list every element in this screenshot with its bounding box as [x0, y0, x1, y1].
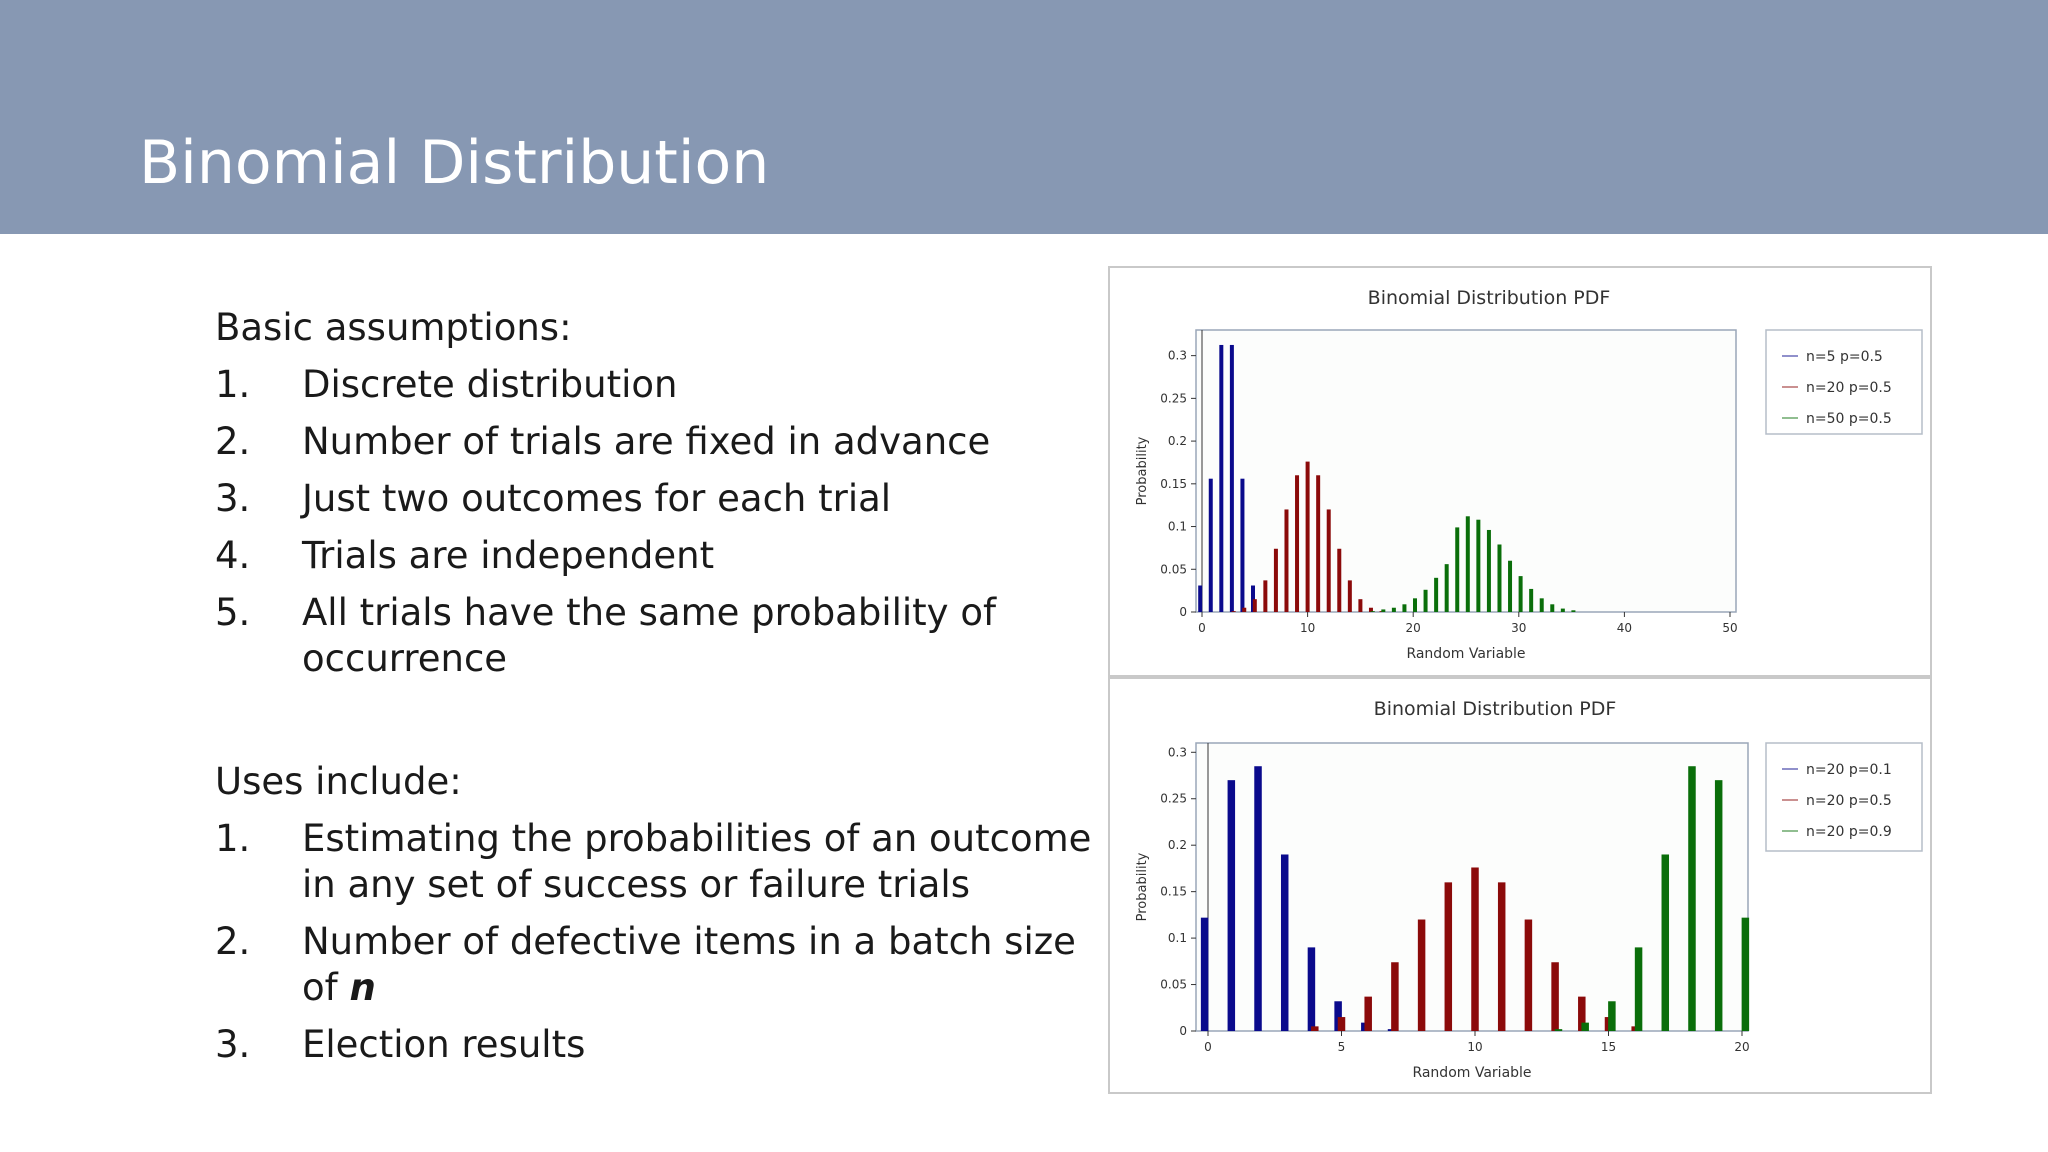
- bar: [1242, 608, 1246, 612]
- bar: [1555, 1029, 1563, 1031]
- list-item: [215, 816, 1095, 908]
- bar: [1571, 610, 1575, 612]
- list-text: Just two outcomes for each trial: [302, 477, 892, 520]
- x-tick-label: 50: [1722, 621, 1738, 635]
- list-item: [215, 362, 1095, 408]
- uses-list: [215, 816, 1095, 1068]
- list-number: 2.: [215, 420, 251, 463]
- legend-label: n=50 p=0.5: [1806, 411, 1892, 427]
- assumptions-heading: Basic assumptions:: [215, 306, 572, 349]
- list-item: [215, 1022, 1095, 1068]
- chart-title: Binomial Distribution PDF: [1373, 698, 1617, 720]
- bar: [1308, 947, 1316, 1031]
- y-axis-label: Probability: [1135, 852, 1150, 922]
- legend-label: n=20 p=0.5: [1806, 793, 1892, 809]
- chart-title: Binomial Distribution PDF: [1367, 287, 1611, 309]
- y-tick-label: 0.15: [1160, 884, 1187, 899]
- bar: [1540, 598, 1544, 612]
- list-item: [215, 919, 1095, 1011]
- bar: [1198, 586, 1202, 612]
- bar: [1550, 604, 1554, 612]
- list-number: 1.: [215, 817, 251, 860]
- list-item: [215, 476, 1095, 522]
- bar: [1232, 611, 1236, 612]
- assumptions-list: [215, 362, 1095, 682]
- y-tick-label: 0.05: [1160, 562, 1187, 577]
- bar: [1274, 549, 1278, 612]
- list-text: Election results: [302, 1023, 586, 1066]
- y-tick-label: 0.3: [1167, 348, 1187, 363]
- list-item: [215, 419, 1095, 465]
- bar: [1497, 544, 1501, 612]
- bar: [1381, 609, 1385, 612]
- bar: [1281, 854, 1289, 1031]
- x-tick-label: 0: [1198, 621, 1206, 635]
- legend-label: n=5 p=0.5: [1806, 349, 1883, 365]
- bar: [1742, 918, 1750, 1031]
- y-tick-label: 0.3: [1167, 745, 1187, 760]
- list-text: Trials are independent: [302, 534, 715, 577]
- list-number: 5.: [215, 591, 251, 634]
- bar: [1471, 867, 1479, 1031]
- list-text: Number of defective items in a batch size of: [302, 920, 1076, 1009]
- bar: [1418, 920, 1426, 1031]
- bar: [1306, 462, 1310, 612]
- bar: [1688, 766, 1696, 1031]
- body-text: [215, 305, 1095, 1079]
- legend-label: n=20 p=0.5: [1806, 380, 1892, 396]
- bar: [1498, 882, 1506, 1031]
- bar: [1254, 766, 1262, 1031]
- list-text: All trials have the same probability of occurrence: [302, 591, 997, 680]
- list-number: 3.: [215, 1023, 251, 1066]
- y-tick-label: 0: [1179, 1024, 1187, 1038]
- y-axis-label: Probability: [1135, 436, 1150, 506]
- bar: [1391, 962, 1399, 1031]
- bar: [1635, 947, 1643, 1031]
- list-number: 4.: [215, 534, 251, 577]
- y-tick-label: 0.15: [1160, 476, 1187, 491]
- y-tick-label: 0.2: [1167, 838, 1187, 853]
- y-tick-label: 0.2: [1167, 434, 1187, 449]
- x-tick-label: 20: [1405, 621, 1421, 635]
- list-text: Estimating the probabilities of an outcome in any set of success or failure trials: [302, 817, 1092, 906]
- bar: [1338, 1017, 1346, 1031]
- bar: [1608, 1001, 1616, 1031]
- bar: [1337, 549, 1341, 612]
- bar: [1561, 609, 1565, 612]
- legend-label: n=20 p=0.1: [1806, 762, 1892, 778]
- y-tick-label: 0.25: [1160, 791, 1187, 806]
- bar: [1402, 604, 1406, 612]
- bar: [1358, 599, 1362, 612]
- bar: [1581, 1023, 1589, 1031]
- list-number: 3.: [215, 477, 251, 520]
- bar: [1392, 608, 1396, 612]
- x-tick-label: 0: [1204, 1040, 1212, 1054]
- list-item: [215, 590, 1095, 682]
- x-tick-label: 30: [1511, 621, 1527, 635]
- x-tick-label: 5: [1337, 1040, 1346, 1054]
- list-number: 1.: [215, 363, 251, 406]
- list-text-wrap: [302, 919, 1095, 1011]
- bar: [1371, 611, 1375, 612]
- uses-heading: Uses include:: [215, 760, 462, 803]
- bar: [1201, 918, 1209, 1031]
- bar: [1508, 561, 1512, 612]
- bar: [1263, 580, 1267, 612]
- y-tick-label: 0: [1179, 605, 1187, 619]
- bar: [1455, 527, 1459, 612]
- title-bar: [0, 0, 2048, 234]
- bar: [1551, 962, 1559, 1031]
- bar: [1316, 475, 1320, 612]
- slide-title: Binomial Distribution: [139, 128, 770, 198]
- emphasis-n: n: [349, 966, 376, 1009]
- y-tick-label: 0.25: [1160, 391, 1187, 406]
- chart-panel-bottom: [1108, 677, 1932, 1094]
- bar: [1253, 599, 1257, 612]
- x-tick-label: 20: [1734, 1040, 1750, 1054]
- bar: [1466, 516, 1470, 612]
- bar: [1519, 576, 1523, 612]
- bar: [1662, 854, 1670, 1031]
- bar: [1434, 578, 1438, 612]
- chart-panel-top: [1108, 266, 1932, 677]
- bar: [1424, 590, 1428, 612]
- binomial-chart-bottom: [1110, 679, 1930, 1092]
- bar: [1209, 479, 1213, 612]
- bar: [1445, 564, 1449, 612]
- bar: [1311, 1026, 1319, 1031]
- list-text: Discrete distribution: [302, 363, 678, 406]
- list-number: 2.: [215, 920, 251, 963]
- y-tick-label: 0.1: [1167, 931, 1187, 946]
- list-item: [215, 533, 1095, 579]
- x-tick-label: 10: [1299, 621, 1316, 635]
- bar: [1295, 475, 1299, 612]
- bar: [1529, 589, 1533, 612]
- x-axis-label: Random Variable: [1412, 1065, 1532, 1081]
- x-tick-label: 40: [1616, 621, 1633, 635]
- binomial-chart-top: [1110, 268, 1930, 675]
- bar: [1327, 509, 1331, 612]
- y-tick-label: 0.05: [1160, 977, 1187, 992]
- bar: [1525, 920, 1533, 1031]
- list-text: Number of trials are fixed in advance: [302, 420, 991, 463]
- x-axis-label: Random Variable: [1406, 646, 1526, 662]
- bar: [1348, 580, 1352, 612]
- bar: [1240, 479, 1244, 612]
- bar: [1284, 509, 1288, 612]
- x-tick-label: 10: [1467, 1040, 1483, 1054]
- bar: [1445, 882, 1453, 1031]
- bar: [1230, 345, 1234, 612]
- y-tick-label: 0.1: [1167, 519, 1187, 534]
- bar: [1476, 520, 1480, 612]
- bar: [1219, 345, 1223, 612]
- bar: [1715, 780, 1723, 1031]
- bar: [1487, 530, 1491, 612]
- legend-label: n=20 p=0.9: [1806, 824, 1892, 840]
- x-tick-label: 15: [1600, 1040, 1617, 1054]
- bar: [1413, 598, 1417, 612]
- bar: [1364, 997, 1372, 1031]
- bar: [1228, 780, 1236, 1031]
